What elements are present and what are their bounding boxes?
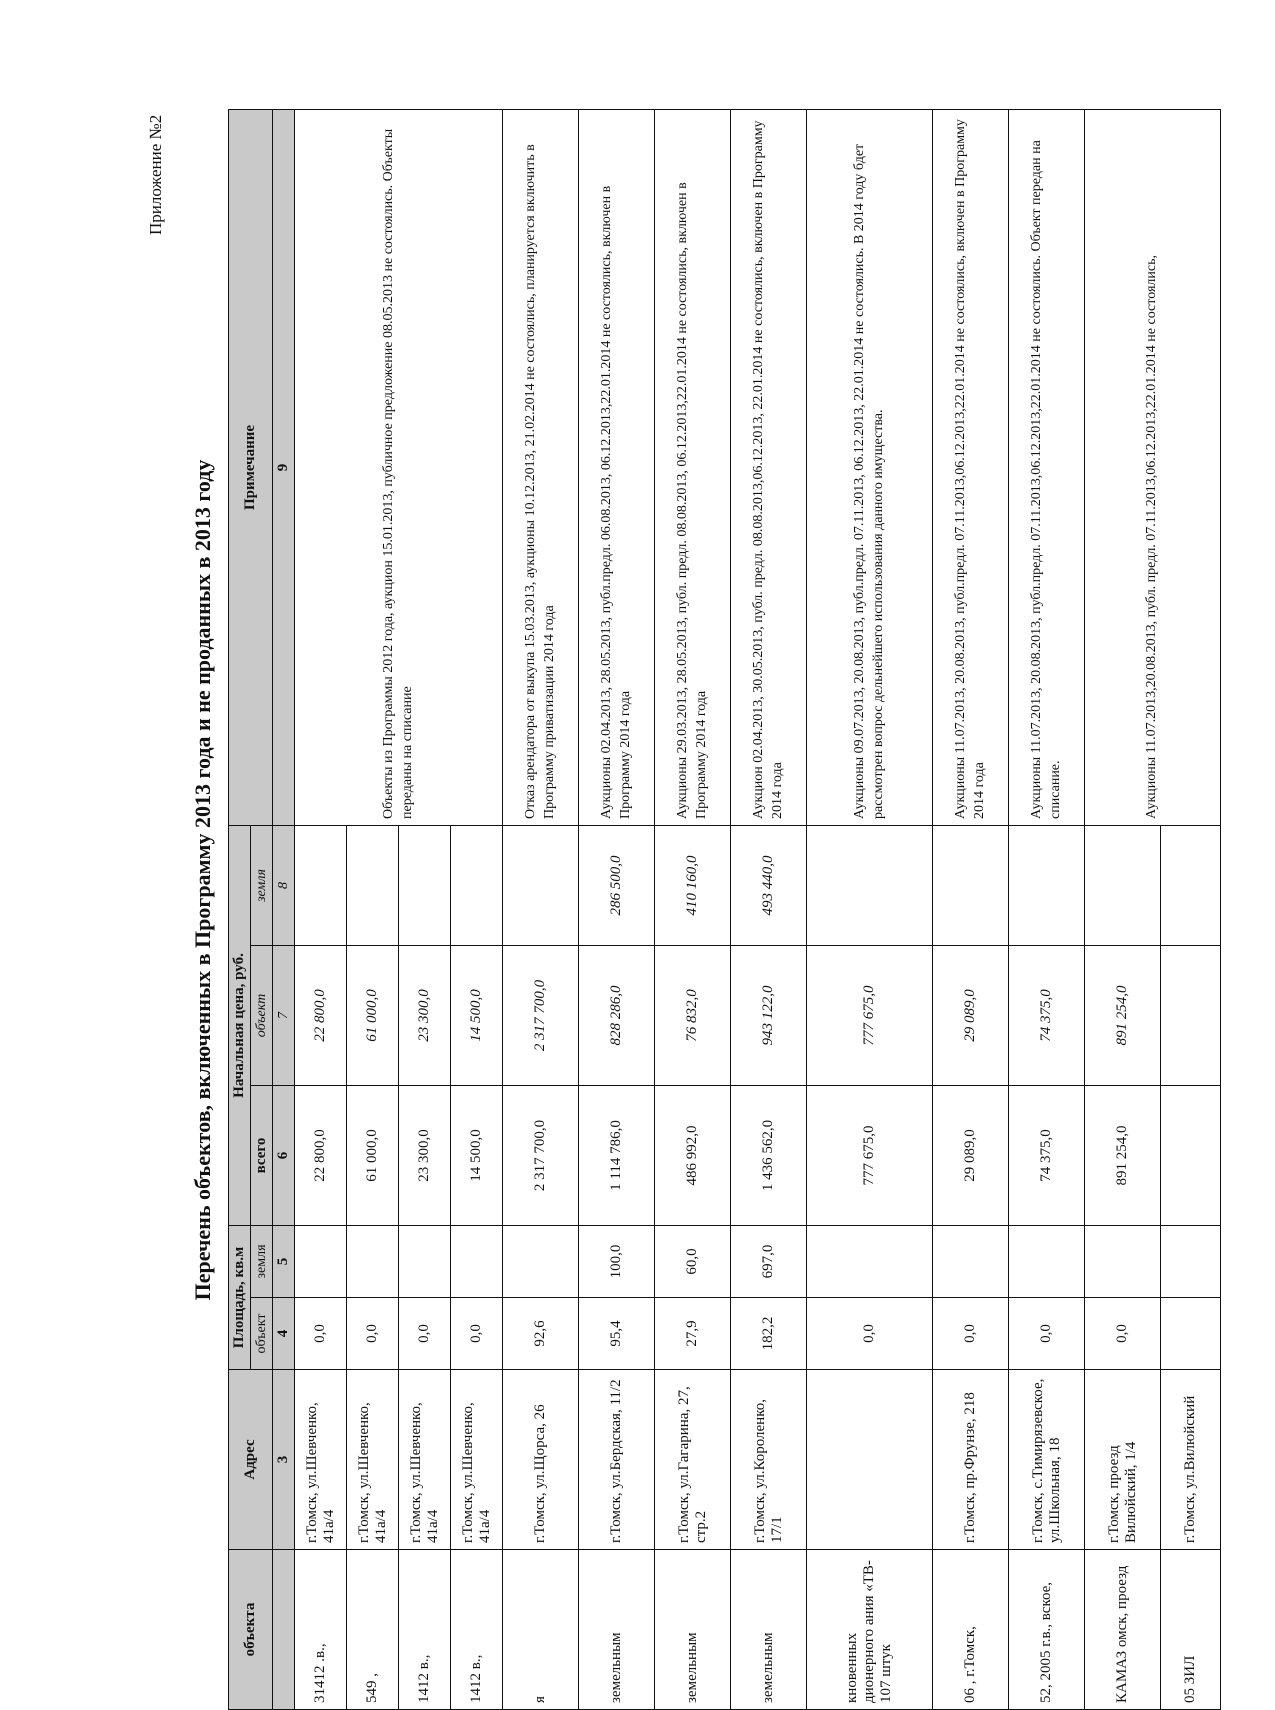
col-header-area-land: земля (251, 1225, 273, 1297)
cell-note: Аукционы 11.07.2013, 20.08.2013, публ.предл. 07.11.2013,06.12.2013,22.01.2014 не состоялись. Объект передан на списание. (1009, 109, 1085, 825)
header-row-1 (229, 109, 251, 1709)
col-number-8: 8 (273, 825, 295, 945)
table-row (655, 109, 731, 1709)
col-header-name: объекта (229, 1550, 273, 1710)
cell-area-object: 0,0 (1009, 1298, 1085, 1370)
cell-price-object: 61 000,0 (347, 945, 399, 1085)
cell-price-object: 943 122,0 (731, 945, 807, 1085)
cell-price-object: 22 800,0 (295, 945, 347, 1085)
col-number-6: 6 (273, 1085, 295, 1225)
cell-name: земельным (579, 1550, 655, 1710)
table-row (1009, 109, 1085, 1709)
cell-price-object: 2 317 700,0 (503, 945, 579, 1085)
cell-area-object: 0,0 (399, 1298, 451, 1370)
cell-price-total: 891 254,0 (1085, 1085, 1161, 1225)
cell-price-land (451, 825, 503, 945)
cell-name: 1412 в., (399, 1550, 451, 1710)
table-row (807, 109, 933, 1709)
cell-price-land (347, 825, 399, 945)
document-title: Перечень объектов, включенных в Программу 2013 года и не проданных в 2013 году (190, 459, 215, 1301)
col-header-price-total: всего (251, 1085, 273, 1225)
col-number-2 (273, 1550, 295, 1710)
cell-area-object: 0,0 (807, 1298, 933, 1370)
cell-address: г.Томск, пр.Фрунзе, 218 (933, 1370, 1009, 1550)
cell-area-object: 0,0 (347, 1298, 399, 1370)
cell-note: Аукционы 11.07.2013, 20.08.2013, публ.предл. 07.11.2013,06.12.2013,22.01.2014 не состоялись, включен в Программу 2014 года (933, 109, 1009, 825)
cell-price-total: 1 114 786,0 (579, 1085, 655, 1225)
cell-address (807, 1370, 933, 1550)
cell-price-object: 29 089,0 (933, 945, 1009, 1085)
col-header-address: Адрес (229, 1370, 273, 1550)
cell-price-object (1161, 945, 1221, 1085)
cell-price-total: 486 992,0 (655, 1085, 731, 1225)
cell-price-land: 493 440,0 (731, 825, 807, 945)
table-row (731, 109, 807, 1709)
cell-price-total: 1 436 562,0 (731, 1085, 807, 1225)
col-header-price-object: объект (251, 945, 273, 1085)
cell-address: г.Томск, ул.Шевченко, 41а/4 (295, 1370, 347, 1550)
cell-area-object: 0,0 (933, 1298, 1009, 1370)
cell-address: г.Томск, ул.Шевченко, 41а/4 (347, 1370, 399, 1550)
cell-area-object: 92,6 (503, 1298, 579, 1370)
cell-name: 1412 в., (451, 1550, 503, 1710)
cell-address: г.Томск, проезд Вилюйский, 1/4 (1085, 1370, 1161, 1550)
cell-area-object: 182,2 (731, 1298, 807, 1370)
cell-name: земельным (731, 1550, 807, 1710)
cell-name: 31412 .в., (295, 1550, 347, 1710)
col-header-price: Начальная цена, руб. (229, 825, 251, 1225)
cell-area-land (451, 1225, 503, 1297)
col-number-7: 7 (273, 945, 295, 1085)
col-number-3: 3 (273, 1370, 295, 1550)
cell-note: Отказ арендатора от выкупа 15.03.2013, аукционы 10.12.2013, 21.02.2014 не состоялись, планируется включить в Программу приватизации 2014 года (503, 109, 579, 825)
cell-note: Аукционы 02.04.2013, 28.05.2013, публ.предл. 06.08.2013, 06.12.2013,22.01.2014 не состоялись, включен в Программу 2014 года (579, 109, 655, 825)
cell-price-total: 2 317 700,0 (503, 1085, 579, 1225)
cell-note: Аукционы 09.07.2013, 20.08.2013, публ.предл. 07.11.2013, 06.12.2013, 22.01.2014 не состоялись. В 2014 году бдет рассмотрен вопрос дельнейшего использования данного имущества. (807, 109, 933, 825)
cell-area-land (1009, 1225, 1085, 1297)
appendix-label: Приложение №2 (146, 114, 165, 235)
col-header-price-land: земля (251, 825, 273, 945)
table-row (579, 109, 655, 1709)
cell-name: 06 , г.Томск, (933, 1550, 1009, 1710)
cell-note: Объекты из Программы 2012 года, аукцион 15.01.2013, публичное предложение 08.05.2013 не состоялись. Объекты переданы на списание (295, 109, 503, 825)
cell-area-land (399, 1225, 451, 1297)
cell-price-object: 23 300,0 (399, 945, 451, 1085)
cell-price-land (1161, 825, 1221, 945)
cell-price-land (295, 825, 347, 945)
cell-area-object (1161, 1298, 1221, 1370)
cell-address: г.Томск, ул.Шевченко, 41а/4 (451, 1370, 503, 1550)
cell-address: г.Томск, с.Тимирязевское, ул.Школьная, 18 (1009, 1370, 1085, 1550)
cell-address: г.Томск, ул.Щорса, 26 (503, 1370, 579, 1550)
table-row (503, 109, 579, 1709)
cell-area-land (1085, 1225, 1161, 1297)
cell-area-object: 0,0 (1085, 1298, 1161, 1370)
cell-price-object: 76 832,0 (655, 945, 731, 1085)
cell-area-land (807, 1225, 933, 1297)
cell-address: г.Томск, ул.Короленко, 17/1 (731, 1370, 807, 1550)
cell-note: Аукционы 29.03.2013, 28.05.2013, публ. предл. 08.08.2013, 06.12.2013,22.01.2014 не состоялись, включен в Программу 2014 года (655, 109, 731, 825)
col-header-note: Примечание (229, 109, 273, 825)
cell-area-land (295, 1225, 347, 1297)
cell-name: 549 , (347, 1550, 399, 1710)
cell-name: КАМАЗ омск, проезд (1085, 1550, 1161, 1710)
cell-area-land: 697,0 (731, 1225, 807, 1297)
cell-price-object: 14 500,0 (451, 945, 503, 1085)
cell-area-object: 0,0 (451, 1298, 503, 1370)
table-row (295, 109, 347, 1709)
cell-area-land: 60,0 (655, 1225, 731, 1297)
table-row (1085, 109, 1161, 1709)
cell-address: г.Томск, ул.Шевченко, 41а/4 (399, 1370, 451, 1550)
cell-name: 52, 2005 г.в., вское, (1009, 1550, 1085, 1710)
col-number-4: 4 (273, 1298, 295, 1370)
cell-price-total (1161, 1085, 1221, 1225)
cell-name: земельным (655, 1550, 731, 1710)
cell-area-object: 0,0 (295, 1298, 347, 1370)
cell-price-land (399, 825, 451, 945)
cell-price-land (503, 825, 579, 945)
cell-price-land (1085, 825, 1161, 945)
cell-name: 05 ЗИЛ (1161, 1550, 1221, 1710)
col-number-5: 5 (273, 1225, 295, 1297)
cell-price-object: 891 254,0 (1085, 945, 1161, 1085)
table-row (933, 109, 1009, 1709)
cell-address: г.Томск, ул.Бердская, 11/2 (579, 1370, 655, 1550)
cell-name: кновенных дионерного ания «ТВ- 107 штук (807, 1550, 933, 1710)
cell-note: Аукционы 11.07.2013,20.08.2013, публ. предл. 07.11.2013,06.12.2013,22.01.2014 не состоялись, (1085, 109, 1221, 825)
cell-note: Аукцион 02.04.2013, 30.05.2013, публ. предл. 08.08.2013,06.12.2013, 22.01.2014 не состоялись, включен в Программу 2014 года (731, 109, 807, 825)
cell-address: г.Томск, ул.Гагарина, 27, стр.2 (655, 1370, 731, 1550)
col-header-area-object: объект (251, 1298, 273, 1370)
cell-name: я (503, 1550, 579, 1710)
cell-price-object: 777 675,0 (807, 945, 933, 1085)
cell-price-land (1009, 825, 1085, 945)
cell-price-total: 29 089,0 (933, 1085, 1009, 1225)
cell-price-total: 74 375,0 (1009, 1085, 1085, 1225)
cell-area-land (1161, 1225, 1221, 1297)
col-header-area: Площадь, кв.м (229, 1225, 251, 1369)
cell-price-object: 828 286,0 (579, 945, 655, 1085)
cell-price-total: 22 800,0 (295, 1085, 347, 1225)
cell-price-total: 23 300,0 (399, 1085, 451, 1225)
cell-area-object: 27,9 (655, 1298, 731, 1370)
header-numbers-row (273, 109, 295, 1709)
cell-price-land (933, 825, 1009, 945)
cell-price-land: 410 160,0 (655, 825, 731, 945)
cell-area-land (347, 1225, 399, 1297)
cell-area-land: 100,0 (579, 1225, 655, 1297)
cell-area-land (933, 1225, 1009, 1297)
cell-area-land (503, 1225, 579, 1297)
cell-area-object: 95,4 (579, 1298, 655, 1370)
cell-price-land: 286 500,0 (579, 825, 655, 945)
col-number-9: 9 (273, 109, 295, 825)
cell-price-land (807, 825, 933, 945)
cell-address: г.Томск, ул.Вилюйский (1161, 1370, 1221, 1550)
cell-price-total: 14 500,0 (451, 1085, 503, 1225)
objects-table (228, 109, 1221, 1710)
cell-price-total: 61 000,0 (347, 1085, 399, 1225)
cell-price-total: 777 675,0 (807, 1085, 933, 1225)
cell-price-object: 74 375,0 (1009, 945, 1085, 1085)
